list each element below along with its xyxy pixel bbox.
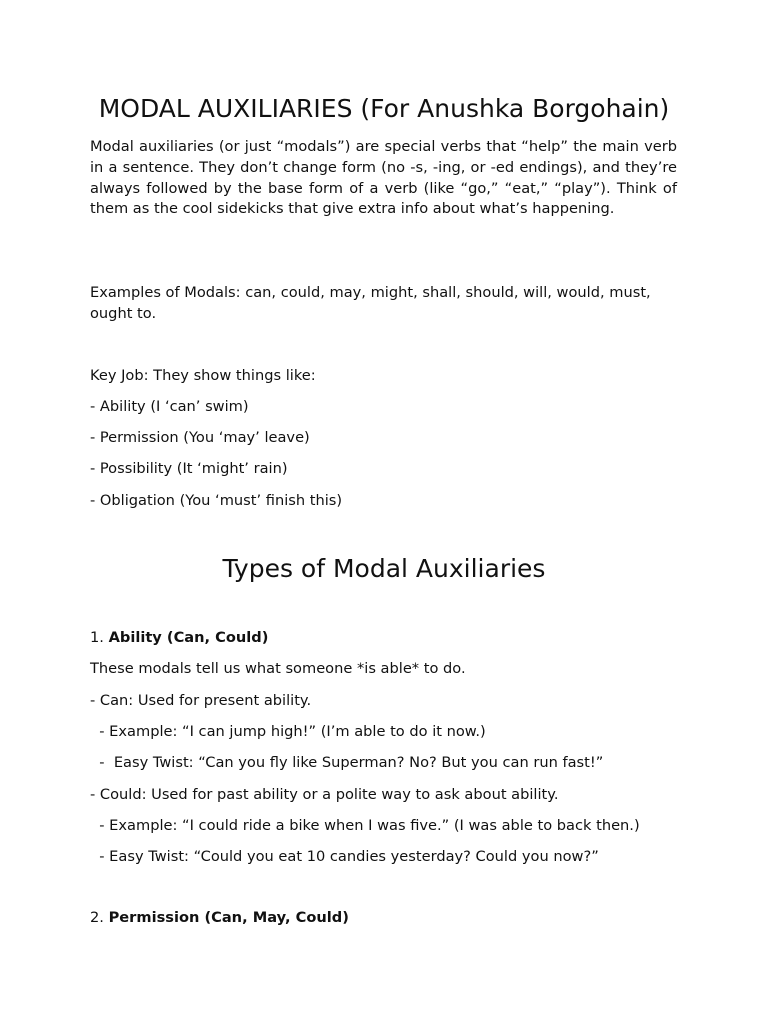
can-easy-twist: - Easy Twist: “Can you fly like Superman? No? But you can run fast!” <box>90 754 604 771</box>
examples-paragraph: Examples of Modals: can, could, may, might, shall, should, will, would, must, ought to. <box>90 284 651 322</box>
section-1-number: 1. <box>90 629 109 646</box>
section-2-number: 2. <box>90 909 109 926</box>
key-job-item-permission: - Permission (You ‘may’ leave) <box>90 429 310 446</box>
types-heading: Types of Modal Auxiliaries <box>222 554 546 583</box>
key-job-heading: Key Job: They show things like: <box>90 367 316 384</box>
could-example: - Example: “I could ride a bike when I was five.” (I was able to back then.) <box>90 817 640 834</box>
section-2-title: Permission (Can, May, Could) <box>108 909 349 926</box>
can-example: - Example: “I can jump high!” (I’m able to do it now.) <box>90 723 486 740</box>
page-title: MODAL AUXILIARIES (For Anushka Borgohain) <box>98 94 670 123</box>
could-definition: - Could: Used for past ability or a polite way to ask about ability. <box>90 786 559 803</box>
key-job-item-obligation: - Obligation (You ‘must’ finish this) <box>90 492 343 509</box>
intro-paragraph: Modal auxiliaries (or just “modals”) are special verbs that “help” the main verb in a sentence. They don’t change form (no -s, -ing, or -ed endings), and they’re always followed by the base form of a verb (like “go,” “eat,” “play”). Think of them as the cool sidekicks that give extra info about what’s happening. <box>90 138 677 218</box>
section-1-title: Ability (Can, Could) <box>108 629 269 646</box>
could-easy-twist: - Easy Twist: “Could you eat 10 candies yesterday? Could you now?” <box>90 848 599 865</box>
key-job-item-possibility: - Possibility (It ‘might’ rain) <box>90 460 288 477</box>
section-2-heading <box>90 908 349 928</box>
key-job-item-ability: - Ability (I ‘can’ swim) <box>90 398 249 415</box>
can-definition: - Can: Used for present ability. <box>90 692 312 709</box>
section-1-heading <box>90 628 268 648</box>
section-1-description: These modals tell us what someone *is able* to do. <box>90 660 466 677</box>
